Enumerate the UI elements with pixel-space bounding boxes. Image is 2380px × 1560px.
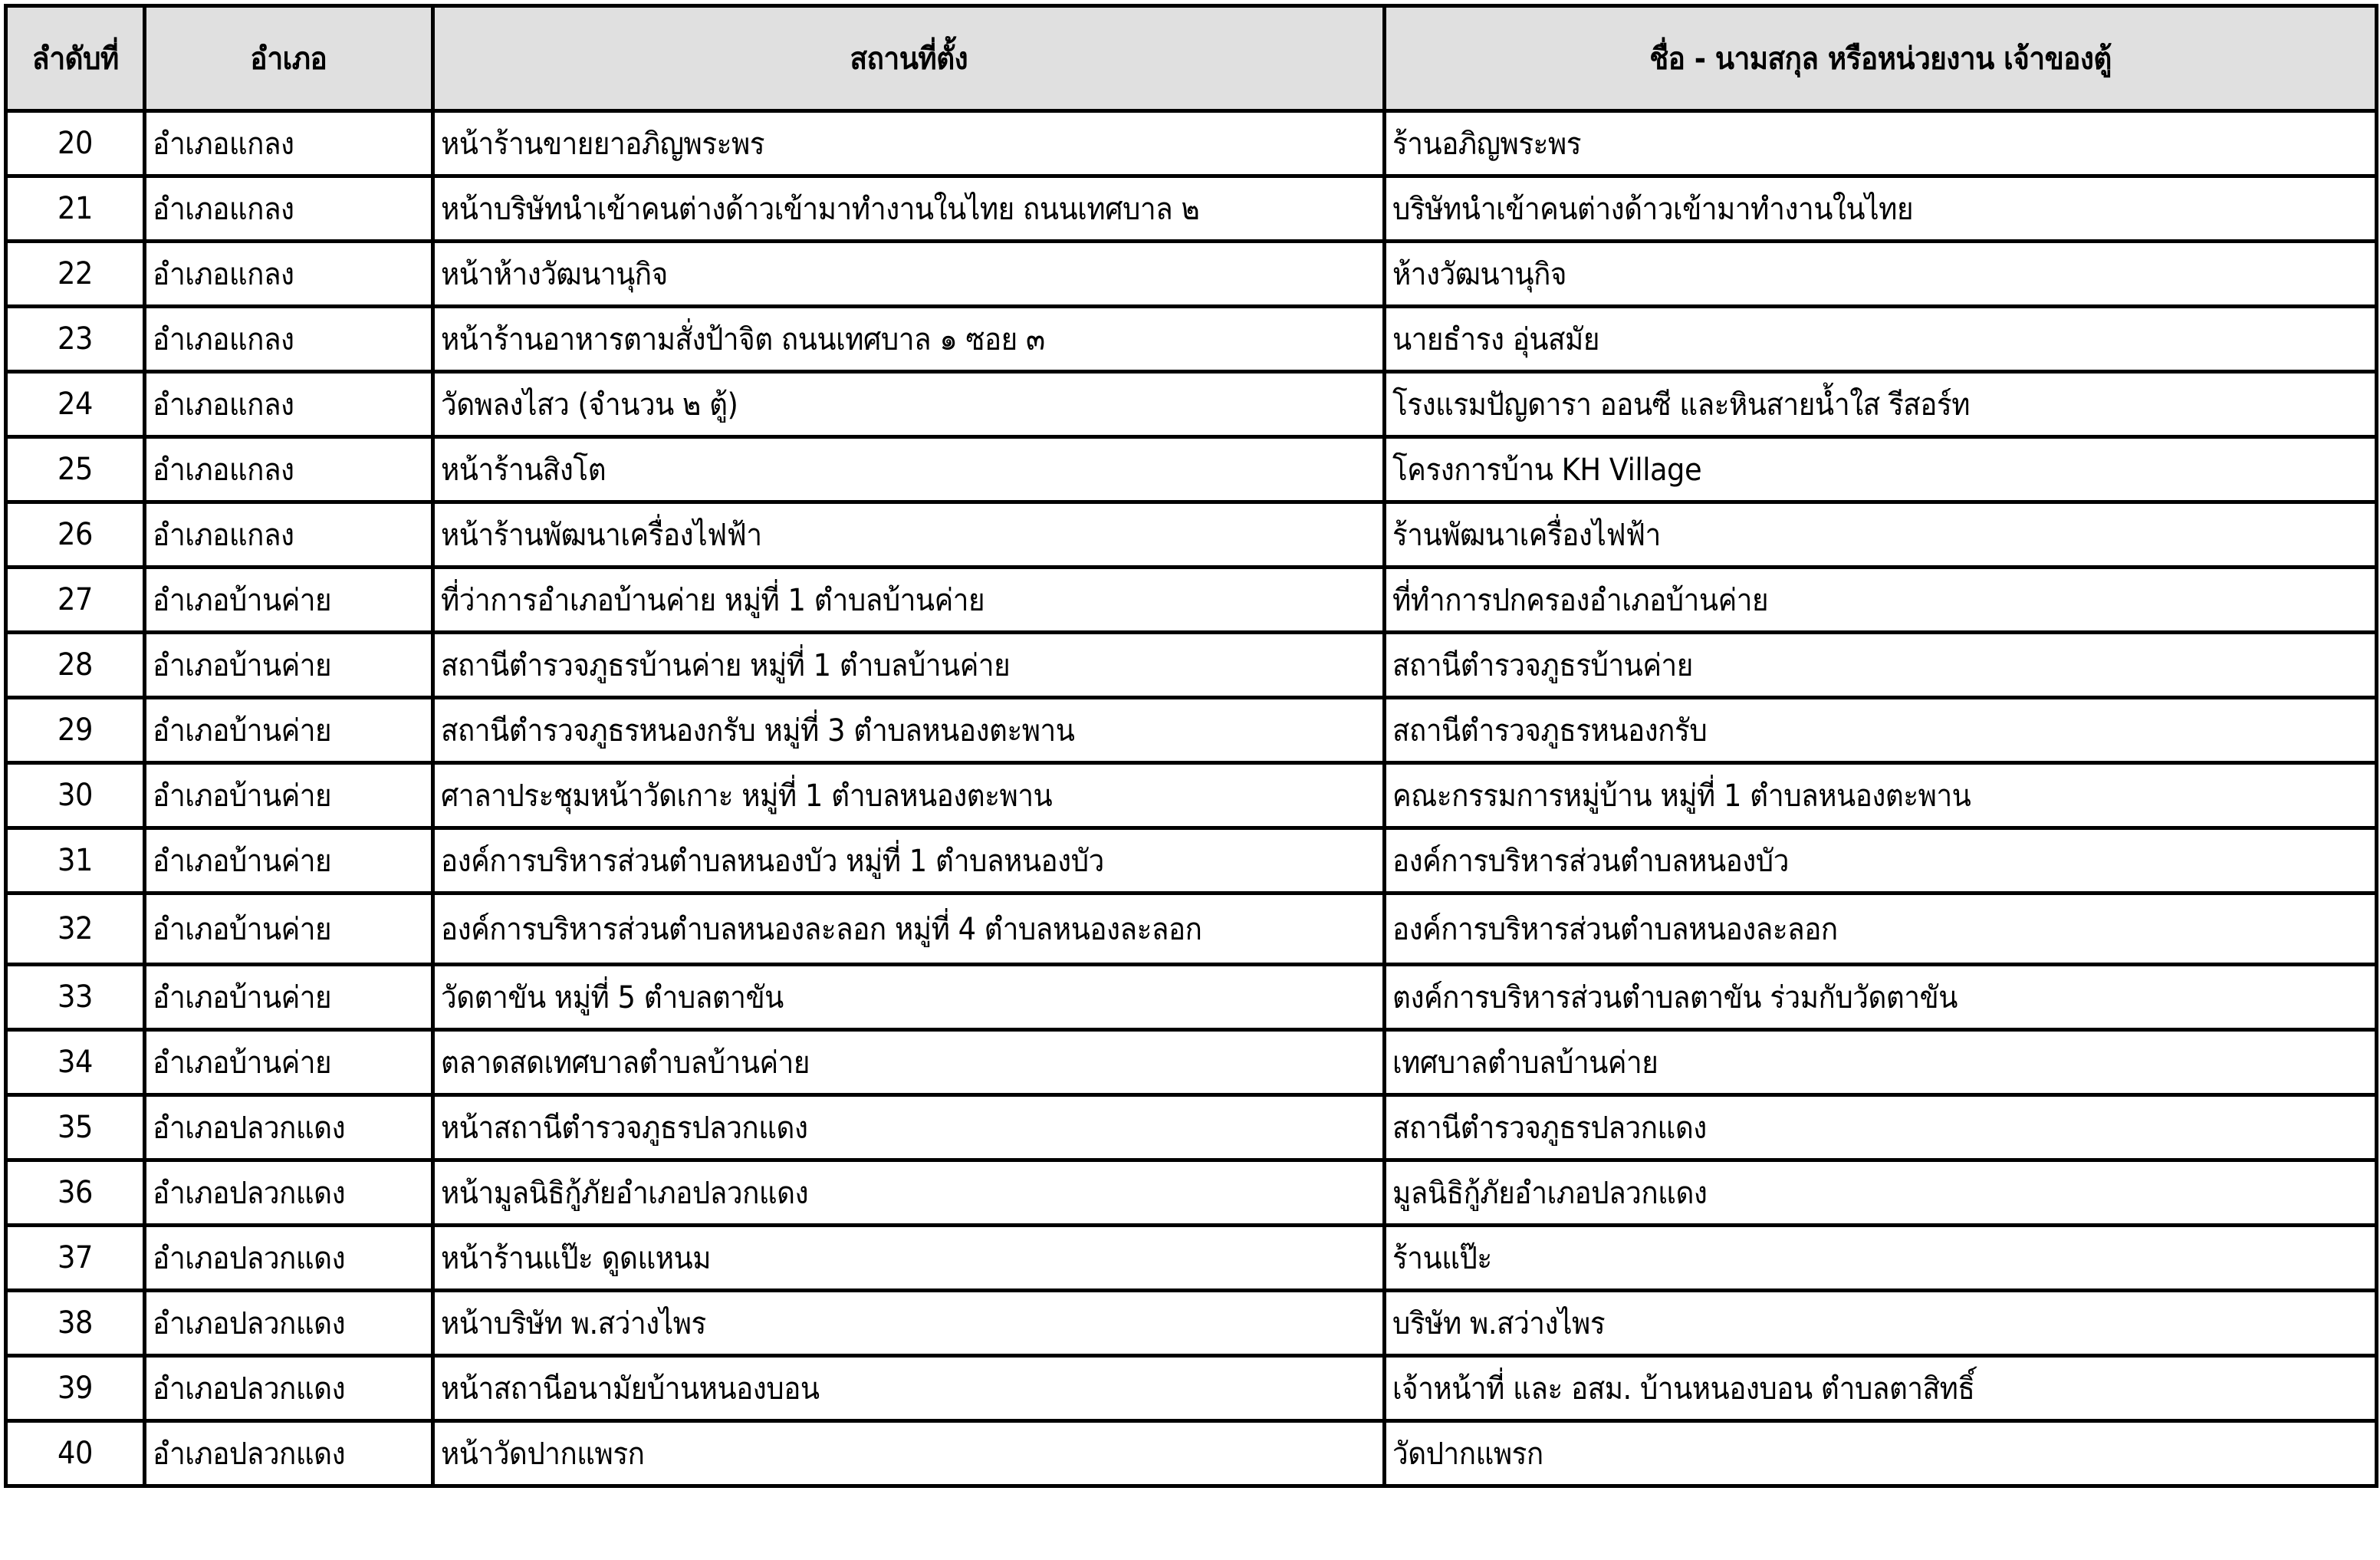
cell-no bbox=[6, 437, 145, 502]
table-row bbox=[6, 763, 2377, 828]
cell-district bbox=[145, 1095, 433, 1160]
cell-location bbox=[433, 176, 1385, 242]
cell-location bbox=[433, 568, 1385, 633]
cell-location bbox=[433, 1421, 1385, 1486]
cell-no bbox=[6, 1160, 145, 1226]
table-row bbox=[6, 1030, 2377, 1095]
cell-location bbox=[433, 307, 1385, 372]
header-owner-label: ชื่อ - นามสกุล หรือหน่วยงาน เจ้าของตู้ bbox=[1649, 41, 2112, 77]
header-location bbox=[433, 6, 1385, 111]
district-text: อำเภอแกลง bbox=[153, 387, 294, 423]
header-no bbox=[6, 6, 145, 111]
cell-location bbox=[433, 698, 1385, 763]
location-text: ตลาดสดเทศบาลตำบลบ้านค่าย bbox=[441, 1045, 810, 1081]
location-text: องค์การบริหารส่วนตำบลหนองบัว หมู่ที่ 1 ตำบลหนองบัว bbox=[441, 844, 1104, 879]
table-row bbox=[6, 1421, 2377, 1486]
cell-district bbox=[145, 828, 433, 894]
row-number: 35 bbox=[58, 1110, 93, 1145]
cell-no bbox=[6, 1291, 145, 1356]
owner-text: ห้างวัฒนานุกิจ bbox=[1392, 257, 1567, 292]
row-number: 24 bbox=[58, 387, 93, 422]
cell-location bbox=[433, 1291, 1385, 1356]
district-text: อำเภอแกลง bbox=[153, 322, 294, 357]
location-text: หน้าบริษัท พ.สว่างไพร bbox=[441, 1306, 706, 1341]
row-number: 32 bbox=[58, 911, 93, 946]
cabinet-location-table bbox=[4, 4, 2378, 1488]
district-text: อำเภอแกลง bbox=[153, 518, 294, 553]
cell-no bbox=[6, 242, 145, 307]
table-row bbox=[6, 1160, 2377, 1226]
row-number: 36 bbox=[58, 1175, 93, 1210]
district-text: อำเภอบ้านค่าย bbox=[153, 1045, 332, 1081]
cell-district bbox=[145, 1030, 433, 1095]
cell-district bbox=[145, 1291, 433, 1356]
owner-text: องค์การบริหารส่วนตำบลหนองละลอก bbox=[1392, 912, 1838, 947]
location-text: ที่ว่าการอำเภอบ้านค่าย หมู่ที่ 1 ตำบลบ้านค่าย bbox=[441, 583, 985, 618]
cell-district bbox=[145, 307, 433, 372]
cell-location bbox=[433, 242, 1385, 307]
table-row bbox=[6, 894, 2377, 965]
table-row bbox=[6, 1291, 2377, 1356]
cell-no bbox=[6, 502, 145, 568]
owner-text: ร้านแป๊ะ bbox=[1392, 1241, 1492, 1276]
cell-owner bbox=[1385, 965, 2377, 1030]
location-text: หน้าวัดปากแพรก bbox=[441, 1437, 645, 1472]
cell-owner bbox=[1385, 763, 2377, 828]
cell-owner bbox=[1385, 1356, 2377, 1421]
cell-location bbox=[433, 965, 1385, 1030]
cell-location bbox=[433, 1030, 1385, 1095]
location-text: หน้าร้านแป๊ะ ดูดแหนม bbox=[441, 1241, 712, 1276]
cell-no bbox=[6, 965, 145, 1030]
location-text: ศาลาประชุมหน้าวัดเกาะ หมู่ที่ 1 ตำบลหนองตะพาน bbox=[441, 778, 1053, 814]
cell-owner bbox=[1385, 1030, 2377, 1095]
cell-location bbox=[433, 111, 1385, 176]
location-text: หน้าร้านสิงโต bbox=[441, 453, 607, 488]
row-number: 30 bbox=[58, 778, 93, 813]
owner-text: บริษัทนำเข้าคนต่างด้าวเข้ามาทำงานในไทย bbox=[1392, 192, 1914, 227]
cell-location bbox=[433, 502, 1385, 568]
cell-no bbox=[6, 111, 145, 176]
cell-location bbox=[433, 633, 1385, 698]
row-number: 29 bbox=[58, 713, 93, 748]
cell-district bbox=[145, 111, 433, 176]
owner-text: ที่ทำการปกครองอำเภอบ้านค่าย bbox=[1392, 583, 1769, 618]
header-location-label: สถานที่ตั้ง bbox=[850, 41, 968, 77]
owner-text: ร้านอภิญพระพร bbox=[1392, 127, 1582, 162]
row-number: 40 bbox=[58, 1436, 93, 1471]
row-number: 25 bbox=[58, 452, 93, 487]
table-row bbox=[6, 1356, 2377, 1421]
location-text: หน้าร้านอาหารตามสั่งป้าจิต ถนนเทศบาล ๑ ซอย ๓ bbox=[441, 322, 1045, 357]
district-text: อำเภอปลวกแดง bbox=[153, 1111, 346, 1146]
cell-owner bbox=[1385, 502, 2377, 568]
cell-owner bbox=[1385, 1160, 2377, 1226]
owner-text: โครงการบ้าน KH Village bbox=[1392, 453, 1702, 488]
table-row bbox=[6, 828, 2377, 894]
cell-location bbox=[433, 437, 1385, 502]
cell-district bbox=[145, 242, 433, 307]
cell-district bbox=[145, 437, 433, 502]
cell-owner bbox=[1385, 307, 2377, 372]
owner-text: ตงค์การบริหารส่วนตำบลตาขัน ร่วมกับวัดตาขัน bbox=[1392, 980, 1958, 1015]
cell-district bbox=[145, 965, 433, 1030]
cell-no bbox=[6, 1421, 145, 1486]
cell-district bbox=[145, 176, 433, 242]
cell-location bbox=[433, 763, 1385, 828]
owner-text: วัดปากแพรก bbox=[1392, 1437, 1543, 1472]
cell-location bbox=[433, 1226, 1385, 1291]
table-row bbox=[6, 502, 2377, 568]
district-text: อำเภอแกลง bbox=[153, 453, 294, 488]
cell-owner bbox=[1385, 437, 2377, 502]
row-number: 38 bbox=[58, 1305, 93, 1341]
row-number: 23 bbox=[58, 321, 93, 357]
district-text: อำเภอแกลง bbox=[153, 127, 294, 162]
row-number: 39 bbox=[58, 1371, 93, 1406]
cell-no bbox=[6, 307, 145, 372]
table-header-row bbox=[6, 6, 2377, 111]
cell-no bbox=[6, 633, 145, 698]
cell-location bbox=[433, 1095, 1385, 1160]
location-text: สถานีตำรวจภูธรบ้านค่าย หมู่ที่ 1 ตำบลบ้านค่าย bbox=[441, 648, 1011, 683]
owner-text: บริษัท พ.สว่างไพร bbox=[1392, 1306, 1606, 1341]
cell-owner bbox=[1385, 698, 2377, 763]
table-row bbox=[6, 698, 2377, 763]
header-owner bbox=[1385, 6, 2377, 111]
cell-district bbox=[145, 633, 433, 698]
owner-text: มูลนิธิกู้ภัยอำเภอปลวกแดง bbox=[1392, 1176, 1708, 1211]
district-text: อำเภอปลวกแดง bbox=[153, 1437, 346, 1472]
cell-owner bbox=[1385, 1226, 2377, 1291]
row-number: 34 bbox=[58, 1045, 93, 1080]
owner-text: ร้านพัฒนาเครื่องไฟฟ้า bbox=[1392, 518, 1661, 553]
cell-district bbox=[145, 568, 433, 633]
table-row bbox=[6, 1226, 2377, 1291]
cell-district bbox=[145, 763, 433, 828]
location-text: หน้าร้านพัฒนาเครื่องไฟฟ้า bbox=[441, 518, 762, 553]
cabinet-location-table-container bbox=[4, 4, 2375, 1555]
cell-no bbox=[6, 828, 145, 894]
cell-owner bbox=[1385, 1095, 2377, 1160]
owner-text: องค์การบริหารส่วนตำบลหนองบัว bbox=[1392, 844, 1789, 879]
cell-owner bbox=[1385, 828, 2377, 894]
row-number: 27 bbox=[58, 582, 93, 617]
district-text: อำเภอบ้านค่าย bbox=[153, 583, 332, 618]
header-district bbox=[145, 6, 433, 111]
row-number: 37 bbox=[58, 1240, 93, 1275]
district-text: อำเภอบ้านค่าย bbox=[153, 713, 332, 749]
district-text: อำเภอปลวกแดง bbox=[153, 1371, 346, 1407]
location-text: หน้าสถานีอนามัยบ้านหนองบอน bbox=[441, 1371, 820, 1407]
cell-owner bbox=[1385, 372, 2377, 437]
row-number: 20 bbox=[58, 126, 93, 161]
district-text: อำเภอปลวกแดง bbox=[153, 1241, 346, 1276]
cell-owner bbox=[1385, 242, 2377, 307]
table-row bbox=[6, 307, 2377, 372]
table-row bbox=[6, 568, 2377, 633]
location-text: หน้าร้านขายยาอภิญพระพร bbox=[441, 127, 765, 162]
table-row bbox=[6, 437, 2377, 502]
owner-text: เทศบาลตำบลบ้านค่าย bbox=[1392, 1045, 1658, 1081]
cell-district bbox=[145, 502, 433, 568]
cell-district bbox=[145, 1421, 433, 1486]
cell-owner bbox=[1385, 894, 2377, 965]
owner-text: เจ้าหน้าที่ และ อสม. บ้านหนองบอน ตำบลตาสิทธิ์ bbox=[1392, 1371, 1975, 1407]
cell-district bbox=[145, 1226, 433, 1291]
row-number: 31 bbox=[58, 843, 93, 878]
cell-location bbox=[433, 894, 1385, 965]
cell-owner bbox=[1385, 633, 2377, 698]
cell-no bbox=[6, 176, 145, 242]
cell-district bbox=[145, 1356, 433, 1421]
district-text: อำเภอแกลง bbox=[153, 257, 294, 292]
location-text: วัดพลงไสว (จำนวน ๒ ตู้) bbox=[441, 387, 738, 423]
header-district-label: อำเภอ bbox=[250, 41, 327, 77]
row-number: 22 bbox=[58, 256, 93, 291]
table-row bbox=[6, 111, 2377, 176]
table-row bbox=[6, 633, 2377, 698]
cell-district bbox=[145, 372, 433, 437]
location-text: วัดตาขัน หมู่ที่ 5 ตำบลตาขัน bbox=[441, 980, 784, 1015]
cell-owner bbox=[1385, 176, 2377, 242]
location-text: หน้าบริษัทนำเข้าคนต่างด้าวเข้ามาทำงานในไทย ถนนเทศบาล ๒ bbox=[441, 192, 1200, 227]
cell-no bbox=[6, 698, 145, 763]
cell-district bbox=[145, 894, 433, 965]
location-text: หน้าห้างวัฒนานุกิจ bbox=[441, 257, 668, 292]
cell-district bbox=[145, 1160, 433, 1226]
table-row bbox=[6, 242, 2377, 307]
owner-text: คณะกรรมการหมู่บ้าน หมู่ที่ 1 ตำบลหนองตะพาน bbox=[1392, 778, 1971, 814]
location-text: หน้ามูลนิธิกู้ภัยอำเภอปลวกแดง bbox=[441, 1176, 809, 1211]
owner-text: สถานีตำรวจภูธรบ้านค่าย bbox=[1392, 648, 1693, 683]
cell-no bbox=[6, 894, 145, 965]
table-row bbox=[6, 372, 2377, 437]
cell-owner bbox=[1385, 111, 2377, 176]
owner-text: โรงแรมปัญดารา ออนซี และหินสายน้ำใส รีสอร์ท bbox=[1392, 387, 1971, 423]
district-text: อำเภอบ้านค่าย bbox=[153, 844, 332, 879]
table-row bbox=[6, 1095, 2377, 1160]
cell-no bbox=[6, 763, 145, 828]
cell-location bbox=[433, 1160, 1385, 1226]
district-text: อำเภอปลวกแดง bbox=[153, 1306, 346, 1341]
row-number: 28 bbox=[58, 647, 93, 683]
row-number: 33 bbox=[58, 979, 93, 1015]
table-row bbox=[6, 176, 2377, 242]
cell-location bbox=[433, 1356, 1385, 1421]
owner-text: สถานีตำรวจภูธรปลวกแดง bbox=[1392, 1111, 1707, 1146]
district-text: อำเภอบ้านค่าย bbox=[153, 778, 332, 814]
cell-no bbox=[6, 568, 145, 633]
cell-owner bbox=[1385, 568, 2377, 633]
district-text: อำเภอบ้านค่าย bbox=[153, 648, 332, 683]
owner-text: นายธำรง อุ่นสมัย bbox=[1392, 322, 1599, 357]
cell-location bbox=[433, 828, 1385, 894]
header-no-label: ลำดับที่ bbox=[31, 41, 119, 77]
cell-no bbox=[6, 372, 145, 437]
cell-owner bbox=[1385, 1421, 2377, 1486]
district-text: อำเภอบ้านค่าย bbox=[153, 980, 332, 1015]
cell-location bbox=[433, 372, 1385, 437]
owner-text: สถานีตำรวจภูธรหนองกรับ bbox=[1392, 713, 1708, 749]
location-text: สถานีตำรวจภูธรหนองกรับ หมู่ที่ 3 ตำบลหนองตะพาน bbox=[441, 713, 1075, 749]
district-text: อำเภอปลวกแดง bbox=[153, 1176, 346, 1211]
district-text: อำเภอบ้านค่าย bbox=[153, 912, 332, 947]
location-text: หน้าสถานีตำรวจภูธรปลวกแดง bbox=[441, 1111, 808, 1146]
row-number: 21 bbox=[58, 191, 93, 226]
cell-no bbox=[6, 1356, 145, 1421]
cell-district bbox=[145, 698, 433, 763]
cell-owner bbox=[1385, 1291, 2377, 1356]
cell-no bbox=[6, 1095, 145, 1160]
table-row bbox=[6, 965, 2377, 1030]
location-text: องค์การบริหารส่วนตำบลหนองละลอก หมู่ที่ 4 ตำบลหนองละลอก bbox=[441, 912, 1202, 947]
row-number: 26 bbox=[58, 517, 93, 552]
district-text: อำเภอแกลง bbox=[153, 192, 294, 227]
cell-no bbox=[6, 1226, 145, 1291]
cell-no bbox=[6, 1030, 145, 1095]
